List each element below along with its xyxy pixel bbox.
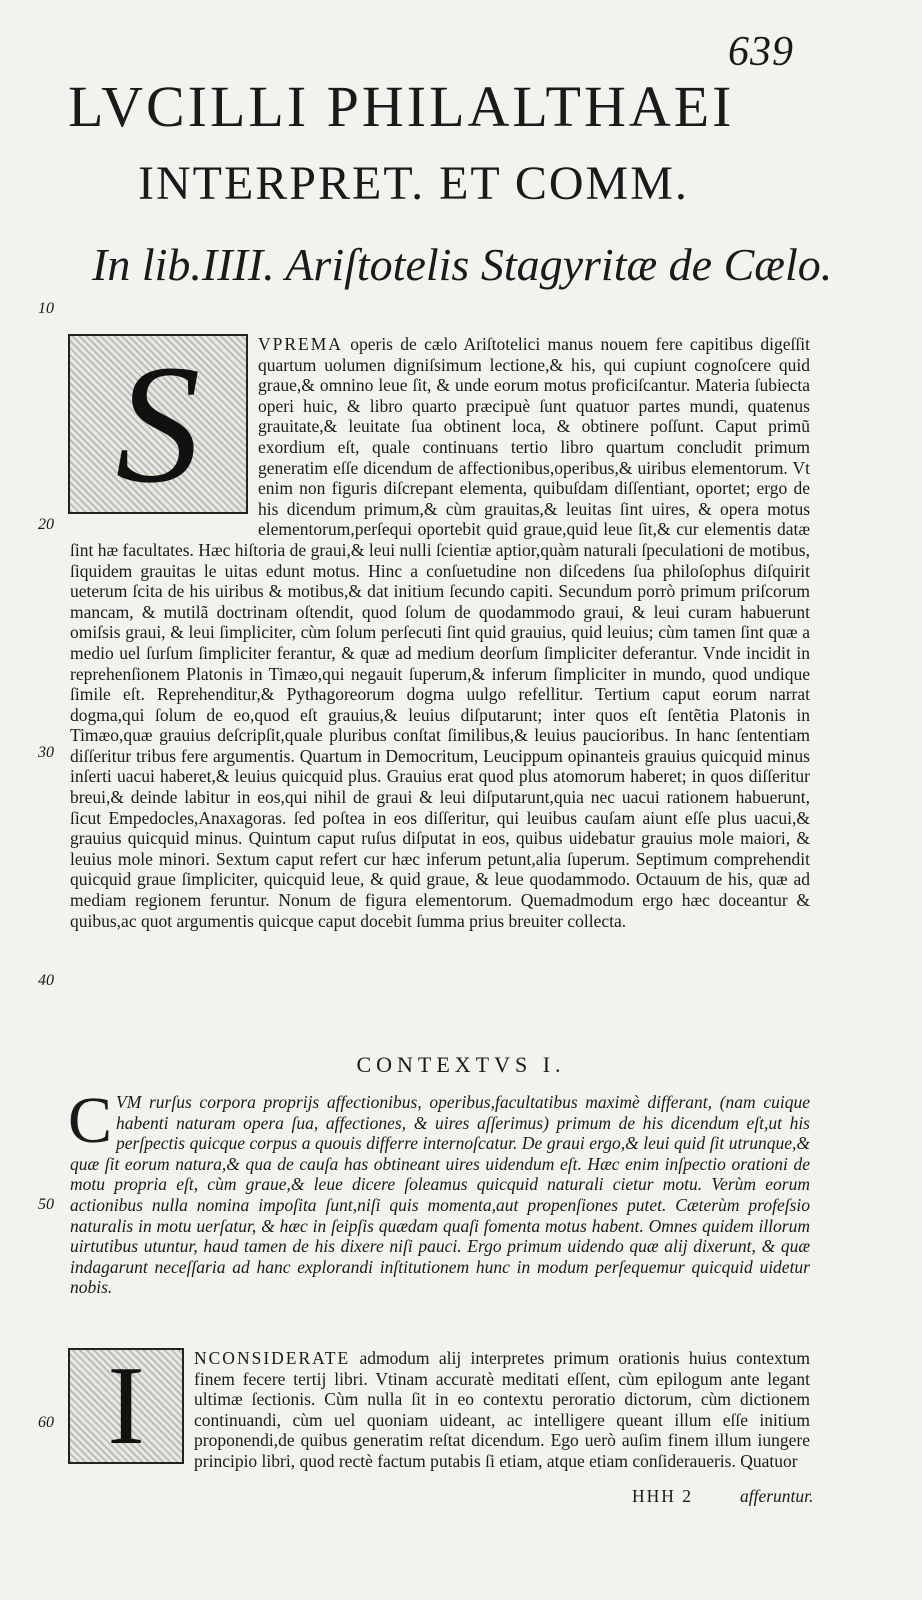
commentary-paragraph — [70, 1348, 810, 1472]
contextus-text: VM rurſus corpora proprijs affectionibus, operibus,facultatibus maximè differant, (nam cuique habenti naturam opera ſua, affectiones, & uires aſſerimus) primum de his dicendum eſt,ut his perſpectis quicque corpus a quouis differre internoſcatur. De graui ergo,& leui quid ſit utrunque,& quæ ſit eorum natura,& qua de cauſa has obtineant uires uidendum eſt. Hæc enim inſpectio orationi de motu propria eſt, cùm graue,& leue dicere ſoleamus quicquid naturali cietur motu. Verùm eorum actionibus nulla nomina impoſita ſunt,niſi quis momenta,aut propenſiones putet. Cæterùm profeſsio naturalis in motu uerſatur, & hæc in ſeipſis quædam quaſi fomenta motus habent. Omnes quidem illorum uirtutibus utuntur, haud tamen de his dixere niſi pauci. Ergo primum uidendo quæ alij dixerunt, & quæ indagarunt neceſſaria ad hanc explorandi inſtitutionem hunc in modum perſequemur quicquid uidetur nobis. — [70, 1092, 810, 1298]
initial-letter-s: S — [115, 334, 201, 514]
line-number-30: 30 — [38, 744, 54, 761]
initial-spacer — [70, 334, 258, 522]
title-line-3: In lib.IIII. Ariſtotelis Stagyritæ de Cælo. — [92, 239, 833, 290]
title-line-2: INTERPRET. ET COMM. — [138, 157, 689, 210]
commentary-text: admodum alij interpretes primum orationis huius contextum finem fecere tertij libri. Vtinam accuratè meditati eſſent, cùm epilogum ante legant ultimæ ſectionis. Cùm nulla ſit in eo contextu peroratio dictorum, cùm dictionem continuandi, cùm uel quoniam uideant, ac intelligere queant illum eſſe initium proponendi,de quibus generatim reſtat dicendum. Ego uerò auſim finem illum iungere principio libri, quod rectè factum putabis ſi etiam, atque etiam conſideraueris. Quatuor — [194, 1348, 810, 1471]
intro-opening-word: VPREMA — [258, 334, 343, 354]
signature-mark: HHH 2 — [632, 1486, 694, 1506]
initial-letter-i: I — [107, 1348, 145, 1464]
line-number-50: 50 — [38, 1196, 54, 1213]
contextus-paragraph — [68, 1084, 810, 1298]
line-number-10: 10 — [38, 300, 54, 317]
contextus-heading: CONTEXTVS I. — [356, 1052, 566, 1077]
commentary-opening-word: NCONSIDERATE — [194, 1348, 351, 1368]
page-number: 639 — [728, 29, 794, 75]
initial-spacer — [70, 1348, 194, 1468]
line-number-60: 60 — [38, 1414, 54, 1431]
intro-text: operis de cælo Ariſtotelici manus nouem fere capitibus digeſſit quartum uolumen digniſsimum lectione,& his, qui cupiunt cognoſcere quid graue,& omnino leue ſit, & unde eorum motus proficiſcantur. Materia ſubiecta operi huic, & libro quarto præcipuè ſunt quatuor partes mundi, quatenus grauitate,& leuitate ſua obtinent loca, & obtinere poſſunt. Caput primũ exordium eſt, quale continuans tertio libro quartum concludit primum generatim eſſe dicendum de affectionibus,operibus,& uiribus elementorum. Vt enim non figuris diſcrepant elementa, quibuſdam diſſentiant, oportet; ergo de his dicendum primum,& cùm grauitas,& leuitas ſint uires, & opera motus elementorum,perſequi oportebit quid graue,quid leue ſit,& cur elementis datæ ſint hæ facultates. Hæc hiſtoria de graui,& leui nulli ſcientiæ aptior,quàm naturali ſpeculationi de motibus, ſiquidem grauitas le uitas edunt motus. Hinc a conſuetudine non diſcedens ſua philoſophus diſquirit ueterum ſcita de his uiribus & motibus,& dat initium ſecundo capiti. Secundum porrò primum priſcorum mancam, & mutilã doctrinam oſtendit, quod ſolum de quodammodo graui, & leui curam habuerunt omiſsis graui, & leui ſimpliciter, cùm ſolum perſecuti ſint quid grauius, quid leuius; cùm tamen ſint quæ a medio uel ſurſum ſimpliciter ferantur, & quæ ad medium deorſum ſimpliciter deferantur. Vnde incidit in reprehenſionem Platonis in Timæo,qui negauit ſuperum,& inferum ſimpliciter in mundo, quod undique ſimile eſt. Reprehenditur,& Pythagoreorum dogma uulgo refellitur. Tertium caput eorum narrat dogma,qui ſolum de eo,quod eſt grauius,& leuius diſputarunt; inter quos eſt ſentẽtia Platonis in Timæo,quæ grauius deſcripſit,quale pluribus conſtat ſimilibus,& leuius paucioribus. In hanc ſententiam diſſeritur tribus fere argumentis. Quartum in Democritum, Leucippum opinanteis grauius quicquid minus inſerti uacui haberet,& leuius quicquid plus. Grauius erat quod plus atomorum haberet; in quos diſſeritur breui,& deinde labitur in eos,qui nihil de graui & leui diſputarunt,quia nec uacui rationem habuerunt, ſicut Empedocles,Anaxagoras. ſed poſtea in eos diſſeritur, qui leuibus cauſam aiunt eſſe plus uacui,& grauius quicquid minus. Quintum caput ruſus diſputat in eos, quibus uidebatur grauius mole maiori, & leuius mole minori. Sextum caput refert cur hæc inferum petunt,alia ſuperum. Septimum comprehendit quicquid graue ſimpliciter, quicquid leue, & quid graue, & leue quodammodo. Octauum de his, quæ ad mediam regionem feruntur. Nonum de figura elementorum. Quemadmodum ergo hæc doceantur & quibus,ac quot argumentis quicque caput docebit ſumma prius breuiter collecta. — [70, 334, 810, 931]
line-number-20: 20 — [38, 516, 54, 533]
catchword: afferuntur. — [740, 1486, 814, 1506]
line-number-40: 40 — [38, 972, 54, 989]
intro-paragraph — [70, 334, 810, 931]
title-line-1: LVCILLI PHILALTHAEI — [68, 74, 735, 139]
contextus-initial-c: C — [68, 1084, 113, 1157]
